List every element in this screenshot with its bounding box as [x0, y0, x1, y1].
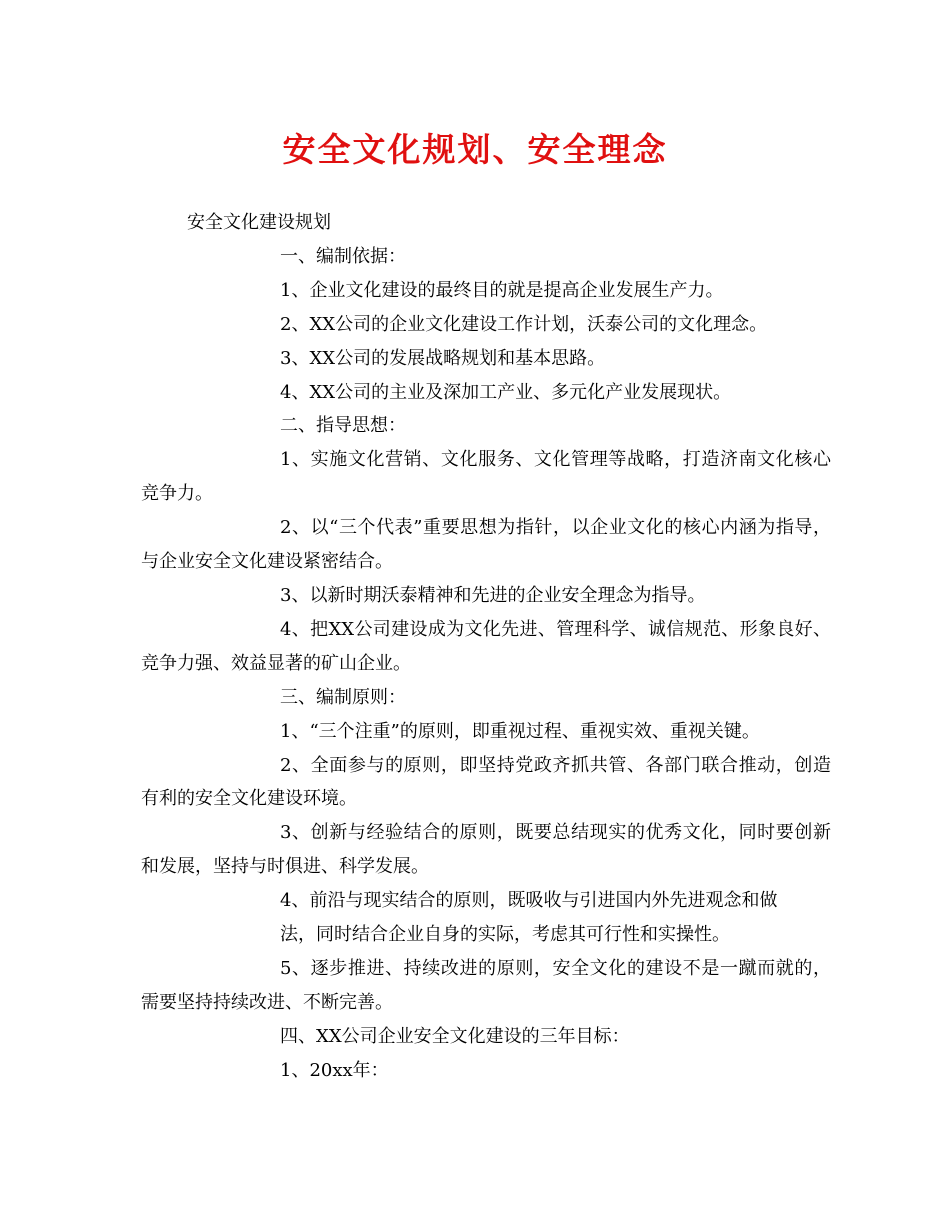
paragraph: 安全文化建设规划 [187, 212, 331, 233]
paragraph: 3、创新与经验结合的原则，既要总结现实的优秀文化，同时要创新和发展，坚持与时俱进、科学发展。 [141, 822, 831, 878]
paragraph: 3、XX公司的发展战略规划和基本思路。 [280, 347, 606, 369]
paragraph: 1、“三个注重”的原则，即重视过程、重视实效、重视关键。 [280, 720, 760, 742]
paragraph: 1、实施文化营销、文化服务、文化管理等战略，打造济南文化核心竞争力。 [141, 449, 831, 505]
section-heading: 一、编制依据： [280, 245, 406, 267]
paragraph: 1、20xx年： [280, 1059, 389, 1081]
paragraph: 2、XX公司的企业文化建设工作计划，沃泰公司的文化理念。 [280, 313, 768, 335]
paragraph: 4、XX公司的主业及深加工产业、多元化产业发展现状。 [280, 381, 732, 403]
section-heading: 三、编制原则： [280, 686, 406, 708]
paragraph: 2、以“三个代表”重要思想为指针，以企业文化的核心内涵为指导，与企业安全文化建设紧密结合。 [141, 517, 831, 573]
paragraph: 法，同时结合企业自身的实际，考虑其可行性和实操性。 [280, 924, 730, 946]
paragraph: 5、逐步推进、持续改进的原则，安全文化的建设不是一蹴而就的，需要坚持持续改进、不断完善。 [141, 957, 831, 1013]
document-body [141, 206, 831, 1088]
paragraph: 4、前沿与现实结合的原则，既吸收与引进国内外先进观念和做 [280, 890, 778, 912]
section-heading: 二、指导思想： [280, 415, 406, 437]
document-title: 安全文化规划、安全理念 [282, 130, 668, 169]
paragraph: 3、以新时期沃泰精神和先进的企业安全理念为指导。 [280, 584, 706, 606]
paragraph: 2、全面参与的原则，即坚持党政齐抓共管、各部门联合推动，创造有利的安全文化建设环境。 [141, 754, 831, 810]
paragraph: 1、企业文化建设的最终目的就是提高企业发展生产力。 [280, 279, 724, 301]
paragraph: 4、把XX公司建设成为文化先进、管理科学、诚信规范、形象良好、竞争力强、效益显著的矿山企业。 [141, 618, 831, 674]
section-heading: 四、XX公司企业安全文化建设的三年目标： [280, 1025, 630, 1047]
